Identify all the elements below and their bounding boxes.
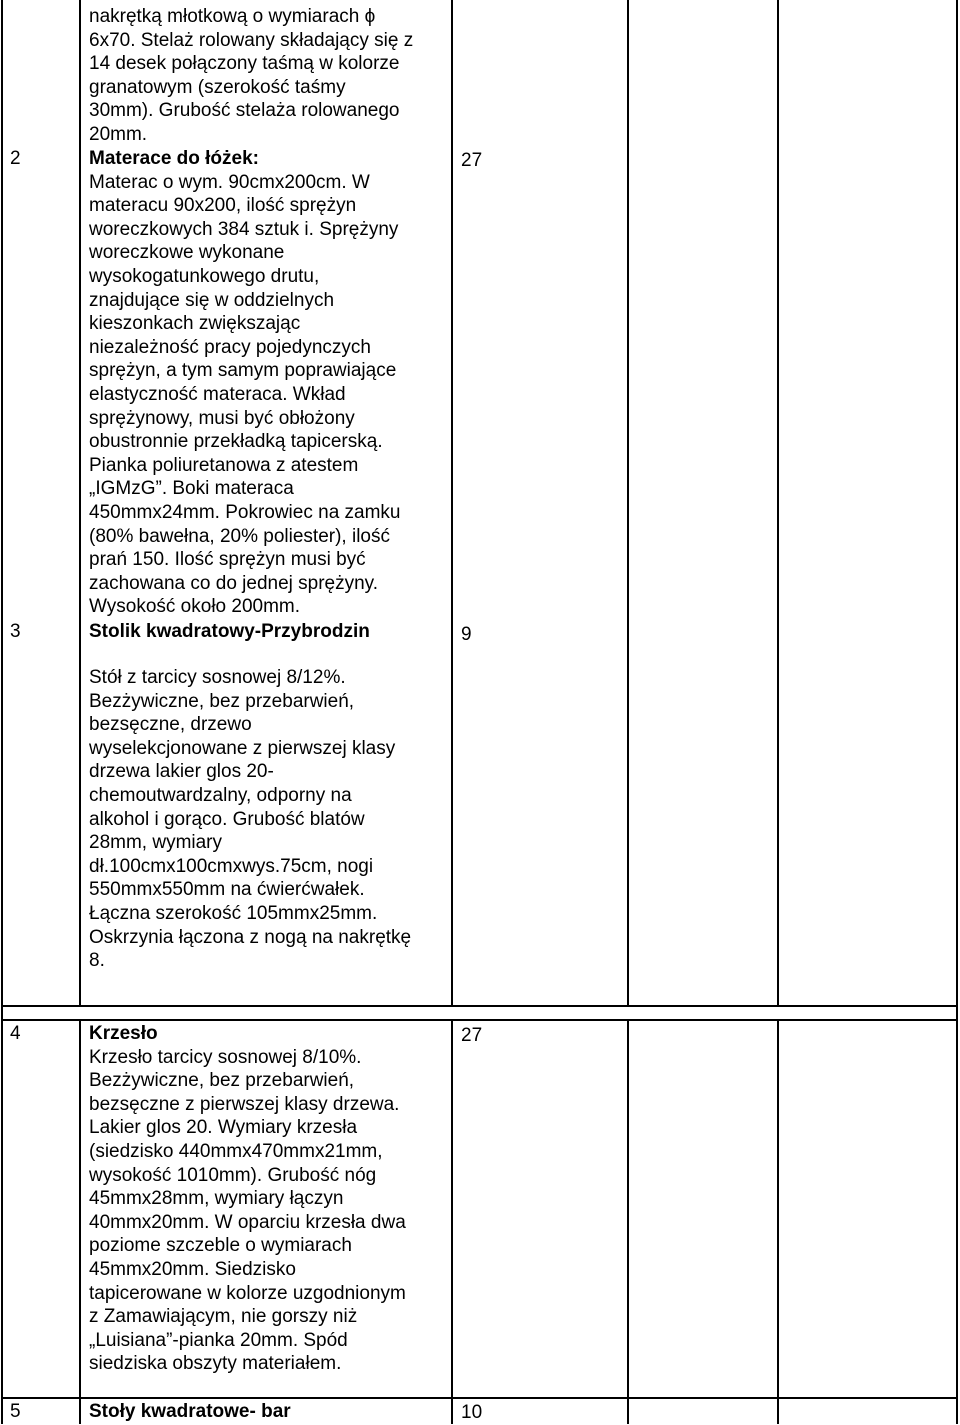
column-divider-description-lower xyxy=(451,1021,453,1424)
row-2-description xyxy=(89,147,401,619)
description-line: Materac o wym. 90cmx200cm. W xyxy=(89,171,370,193)
column-divider-price-lower xyxy=(777,1021,779,1424)
row-4-quantity: 27 xyxy=(461,1025,483,1046)
row-5-title: Stoły kwadratowe- bar xyxy=(89,1401,291,1422)
item-title: Materace do łóżek: xyxy=(89,148,259,169)
row-1-description xyxy=(89,5,413,147)
table-break-bottom xyxy=(1,1019,958,1021)
description-line: wysokość 1010mm). Grubość nóg xyxy=(89,1164,377,1186)
row-3-number: 3 xyxy=(10,621,21,642)
description-line: chemoutwardzalny, odporny na xyxy=(89,784,352,806)
description-line: niezależność pracy pojedynczych xyxy=(89,336,371,358)
row-5-number: 5 xyxy=(10,1401,21,1422)
description-line: 550mmx550mm na ćwierćwałek. xyxy=(89,879,365,901)
row-2-quantity: 27 xyxy=(461,150,483,171)
description-line: „Luisiana”-pianka 20mm. Spód xyxy=(89,1329,348,1351)
table-break-top xyxy=(1,1005,958,1007)
column-divider-number xyxy=(79,0,81,1006)
description-line: „IGMzG”. Boki materaca xyxy=(89,478,294,500)
description-line: sprężyn, a tym samym poprawiające xyxy=(89,360,397,382)
description-line: Lakier glos 20. Wymiary krzesła xyxy=(89,1117,358,1139)
description-line: z Zamawiającym, nie gorszy niż xyxy=(89,1306,358,1328)
description-line: 14 desek połączony taśmą w kolorze xyxy=(89,53,400,75)
row-2-number: 2 xyxy=(10,148,21,169)
description-line: tapicerowane w kolorze uzgodnionym xyxy=(89,1282,406,1304)
column-divider-number-lower xyxy=(79,1021,81,1424)
column-divider-quantity xyxy=(627,0,629,1006)
row-4-number: 4 xyxy=(10,1023,21,1044)
description-line: 20mm. xyxy=(89,123,148,145)
description-line: sprężynowy, musi być obłożony xyxy=(89,407,355,429)
description-line: Bezżywiczne, bez przebarwień, xyxy=(89,1070,355,1092)
description-line: granatowym (szerokość taśmy xyxy=(89,76,346,98)
description-line: kieszonkach zwiększając xyxy=(89,313,301,335)
description-line: prań 150. Ilość sprężyn musi być xyxy=(89,549,366,571)
description-line: 30mm). Grubość stelaża rolowanego xyxy=(89,100,400,122)
description-line: znajdujące się w oddzielnych xyxy=(89,289,335,311)
row-3-description xyxy=(89,666,411,973)
column-divider-description xyxy=(451,0,453,1006)
description-line: Oskrzynia łączona z nogą na nakrętkę xyxy=(89,926,412,948)
description-line: (80% bawełna, 20% poliester), ilość xyxy=(89,525,390,547)
description-line: materacu 90x200, ilość sprężyn xyxy=(89,195,357,217)
description-line: bezsęczne, drzewo xyxy=(89,714,252,736)
description-line: drzewa lakier glos 20- xyxy=(89,761,274,783)
description-line: 8. xyxy=(89,950,105,972)
row-5-quantity: 10 xyxy=(461,1402,483,1423)
description-line: 450mmx24mm. Pokrowiec na zamku xyxy=(89,501,401,523)
description-line: Stół z tarcicy sosnowej 8/12%. xyxy=(89,667,346,688)
description-line: alkohol i gorąco. Grubość blatów xyxy=(89,808,365,830)
description-line: 28mm, wymiary xyxy=(89,832,223,854)
description-line: 40mmx20mm. W oparciu krzesła dwa xyxy=(89,1211,406,1233)
description-line: dł.100cmx100cmxwys.75cm, nogi xyxy=(89,855,374,877)
description-line: (siedzisko 440mmx470mmx21mm, xyxy=(89,1140,383,1162)
description-line: elastyczność materaca. Wkład xyxy=(89,383,346,405)
description-line: bezsęczne z pierwszej klasy drzewa. xyxy=(89,1093,400,1115)
description-line: obustronnie przekładką tapicerską. xyxy=(89,431,383,453)
column-divider-quantity-lower xyxy=(627,1021,629,1424)
description-line: woreczkowe wykonane xyxy=(89,242,285,264)
description-line: Wysokość około 200mm. xyxy=(89,596,301,618)
description-line: siedziska obszyty materiałem. xyxy=(89,1353,342,1375)
description-line: zachowana co do jednej sprężyny. xyxy=(89,572,379,594)
description-line: poziome szczeble o wymiarach xyxy=(89,1235,352,1257)
description-line: wysokogatunkowego drutu, xyxy=(89,265,320,287)
column-divider-price xyxy=(777,0,779,1006)
description-line: Bezżywiczne, bez przebarwień, xyxy=(89,690,355,712)
description-line: 45mmx20mm. Siedzisko xyxy=(89,1258,296,1280)
description-line: Krzesło tarcicy sosnowej 8/10%. xyxy=(89,1046,362,1068)
description-line: woreczkowych 384 sztuk i. Sprężyny xyxy=(89,218,399,240)
description-line: wyselekcjonowane z pierwszej klasy xyxy=(89,737,396,759)
table-border-left xyxy=(1,0,3,1424)
row-divider-5 xyxy=(1,1397,958,1399)
description-line: 45mmx28mm, wymiary łączyn xyxy=(89,1188,344,1210)
table-border-right xyxy=(956,0,958,1424)
row-3-quantity: 9 xyxy=(461,624,472,645)
row-3-title: Stolik kwadratowy-Przybrodzin xyxy=(89,621,370,642)
description-line: 6x70. Stelaż rolowany składający się z xyxy=(89,29,414,51)
description-line: nakrętką młotkową o wymiarach ϕ xyxy=(89,6,376,27)
item-title: Krzesło xyxy=(89,1023,158,1044)
row-4-description xyxy=(89,1022,406,1376)
description-line: Łączna szerokość 105mmx25mm. xyxy=(89,902,378,924)
description-line: Pianka poliuretanowa z atestem xyxy=(89,454,359,476)
